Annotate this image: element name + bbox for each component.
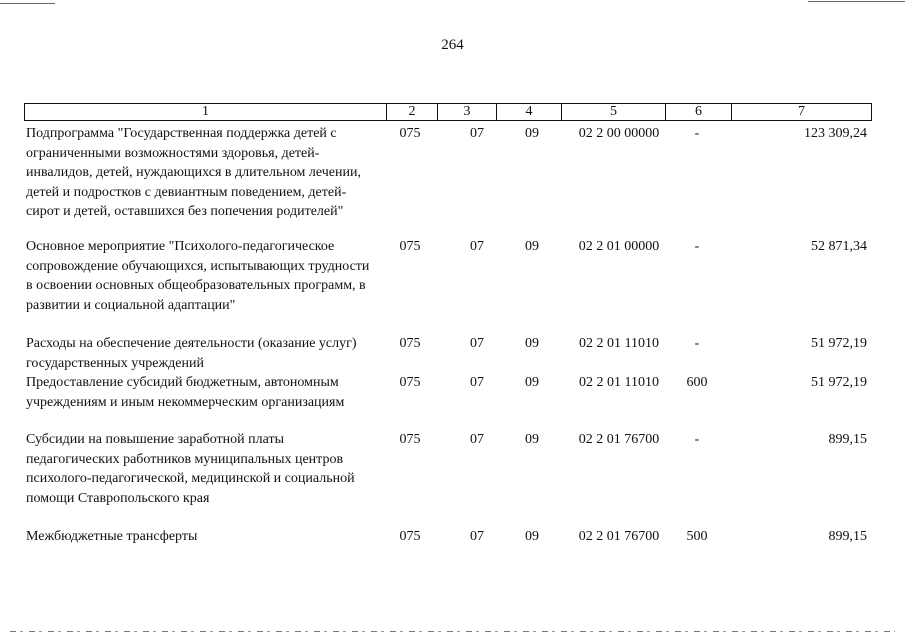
row-col-3: 07: [470, 375, 484, 390]
row-col-7: 51 972,19: [811, 336, 867, 351]
row-col-7: 52 871,34: [811, 239, 867, 254]
table-header-row: [24, 103, 872, 121]
row-col-2: 075: [399, 126, 421, 141]
page-number: 264: [441, 37, 464, 53]
row-col-2: 075: [399, 432, 421, 447]
row-col-2: 075: [399, 239, 421, 254]
header-col-5: 5: [562, 104, 666, 120]
row-col-6: -: [694, 239, 700, 254]
row-col-3: 07: [470, 239, 484, 254]
row-col-3: 07: [470, 529, 484, 544]
scan-artifact-top-right: [808, 1, 905, 2]
row-col-6: 600: [686, 375, 708, 390]
row-name: Подпрограмма "Государственная поддержка детей с ограниченными возможностями здоровья, детей-инвалидов, детей, нуждающихся в длительном лечении, детей и подростков с девиантным поведением, детей-сирот и детей, оставшихся без попечения родителей": [26, 126, 362, 219]
row-col-7: 899,15: [828, 529, 867, 544]
row-col-5: 02 2 00 00000: [578, 126, 660, 141]
scan-artifact-bottom: [10, 631, 895, 632]
row-col-5: 02 2 01 00000: [578, 239, 660, 254]
row-col-2: 075: [399, 375, 421, 390]
row-col-6: -: [694, 336, 700, 351]
row-col-2: 075: [399, 529, 421, 544]
row-col-3: 07: [470, 432, 484, 447]
scan-artifact-top-left: [0, 3, 55, 4]
row-col-3: 07: [470, 126, 484, 141]
row-col-2: 075: [399, 336, 421, 351]
row-col-7: 123 309,24: [804, 126, 867, 141]
row-col-4: 09: [525, 432, 539, 447]
row-col-5: 02 2 01 11010: [579, 375, 659, 390]
row-col-4: 09: [525, 529, 539, 544]
row-col-4: 09: [525, 336, 539, 351]
row-col-6: -: [694, 432, 700, 447]
row-name: Предоставление субсидий бюджетным, автономным учреждениям и иным некоммерческим организациям: [26, 375, 345, 410]
header-col-2: 2: [387, 104, 438, 120]
row-name: Межбюджетные трансферты: [26, 529, 198, 544]
row-name: Субсидии на повышение заработной платы педагогических работников муниципальных центров психолого-педагогической, медицинской и социальной помощи Ставропольского края: [26, 432, 355, 506]
header-col-6: 6: [666, 104, 732, 120]
row-col-5: 02 2 01 11010: [579, 336, 659, 351]
row-col-6: 500: [686, 529, 708, 544]
row-col-6: -: [694, 126, 700, 141]
row-col-3: 07: [470, 336, 484, 351]
row-col-4: 09: [525, 375, 539, 390]
row-col-4: 09: [525, 239, 539, 254]
header-col-3: 3: [438, 104, 497, 120]
row-col-7: 899,15: [828, 432, 867, 447]
row-col-5: 02 2 01 76700: [578, 529, 660, 544]
row-col-7: 51 972,19: [811, 375, 867, 390]
header-col-4: 4: [497, 104, 562, 120]
header-col-7: 7: [798, 104, 805, 119]
row-name: Основное мероприятие "Психолого-педагогическое сопровождение обучающихся, испытывающих трудности в освоении основных общеобразовательных программ, в развитии и социальной адаптации": [26, 239, 370, 313]
header-col-1: 1: [25, 104, 387, 120]
row-col-4: 09: [525, 126, 539, 141]
row-name: Расходы на обеспечение деятельности (оказание услуг) государственных учреждений: [26, 336, 357, 371]
row-col-5: 02 2 01 76700: [578, 432, 660, 447]
